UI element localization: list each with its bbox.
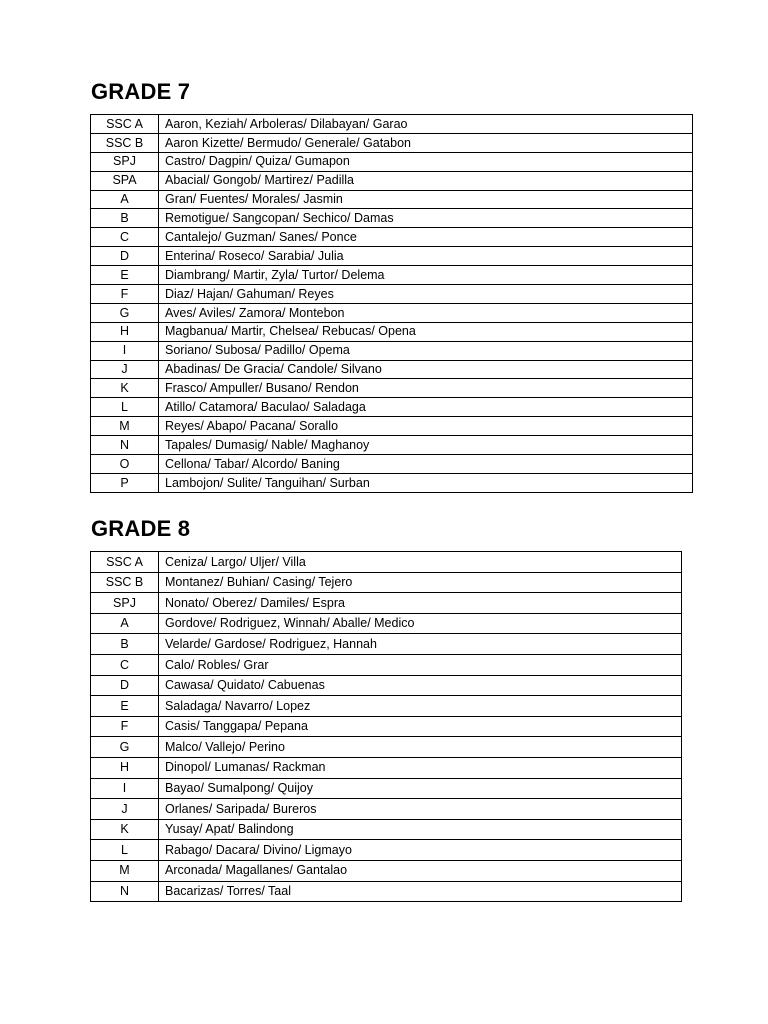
- table-row: [91, 228, 693, 247]
- table-row: [91, 190, 693, 209]
- names-cell: Gran/ Fuentes/ Morales/ Jasmin: [159, 190, 693, 209]
- grade-8-heading: GRADE 8: [91, 516, 191, 541]
- section-cell: J: [91, 799, 159, 820]
- section-cell: G: [91, 303, 159, 322]
- table-row: [91, 285, 693, 304]
- section-cell: SPA: [91, 171, 159, 190]
- names-cell: Rabago/ Dacara/ Divino/ Ligmayo: [159, 840, 682, 861]
- names-cell: Atillo/ Catamora/ Baculao/ Saladaga: [159, 398, 693, 417]
- table-row: [91, 840, 682, 861]
- names-cell: Abadinas/ De Gracia/ Candole/ Silvano: [159, 360, 693, 379]
- names-cell: Diambrang/ Martir, Zyla/ Turtor/ Delema: [159, 266, 693, 285]
- table-row: [91, 778, 682, 799]
- table-row: [91, 247, 693, 266]
- section-cell: P: [91, 473, 159, 492]
- names-cell: Orlanes/ Saripada/ Bureros: [159, 799, 682, 820]
- names-cell: Yusay/ Apat/ Balindong: [159, 819, 682, 840]
- names-cell: Nonato/ Oberez/ Damiles/ Espra: [159, 593, 682, 614]
- table-row: [91, 654, 682, 675]
- table-row: [91, 209, 693, 228]
- names-cell: Magbanua/ Martir, Chelsea/ Rebucas/ Opena: [159, 322, 693, 341]
- names-cell: Enterina/ Roseco/ Sarabia/ Julia: [159, 247, 693, 266]
- table-row: [91, 171, 693, 190]
- section-cell: M: [91, 417, 159, 436]
- section-cell: N: [91, 881, 159, 902]
- section-cell: K: [91, 819, 159, 840]
- table-row: [91, 266, 693, 285]
- section-cell: H: [91, 757, 159, 778]
- table-row: [91, 436, 693, 455]
- section-cell: C: [91, 228, 159, 247]
- section-cell: A: [91, 190, 159, 209]
- section-cell: K: [91, 379, 159, 398]
- table-row: [91, 303, 693, 322]
- table-row: [91, 613, 682, 634]
- names-cell: Aves/ Aviles/ Zamora/ Montebon: [159, 303, 693, 322]
- names-cell: Soriano/ Subosa/ Padillo/ Opema: [159, 341, 693, 360]
- section-cell: B: [91, 634, 159, 655]
- section-cell: SSC A: [91, 552, 159, 573]
- section-cell: I: [91, 778, 159, 799]
- names-cell: Lambojon/ Sulite/ Tanguihan/ Surban: [159, 473, 693, 492]
- section-cell: SPJ: [91, 593, 159, 614]
- names-cell: Casis/ Tanggapa/ Pepana: [159, 716, 682, 737]
- section-cell: SSC A: [91, 115, 159, 134]
- section-cell: F: [91, 716, 159, 737]
- table-row: [91, 322, 693, 341]
- table-row: [91, 799, 682, 820]
- table-row: [91, 634, 682, 655]
- section-cell: N: [91, 436, 159, 455]
- table-row: [91, 152, 693, 171]
- names-cell: Ceniza/ Largo/ Uljer/ Villa: [159, 552, 682, 573]
- section-cell: E: [91, 696, 159, 717]
- section-cell: O: [91, 455, 159, 474]
- table-row: [91, 716, 682, 737]
- grade-7-table: [90, 114, 693, 493]
- section-cell: B: [91, 209, 159, 228]
- table-row: [91, 860, 682, 881]
- table-row: [91, 473, 693, 492]
- section-cell: J: [91, 360, 159, 379]
- names-cell: Saladaga/ Navarro/ Lopez: [159, 696, 682, 717]
- table-row: [91, 398, 693, 417]
- table-row: [91, 455, 693, 474]
- names-cell: Reyes/ Abapo/ Pacana/ Sorallo: [159, 417, 693, 436]
- section-cell: H: [91, 322, 159, 341]
- table-row: [91, 696, 682, 717]
- names-cell: Cawasa/ Quidato/ Cabuenas: [159, 675, 682, 696]
- table-row: [91, 819, 682, 840]
- names-cell: Remotigue/ Sangcopan/ Sechico/ Damas: [159, 209, 693, 228]
- table-row: [91, 593, 682, 614]
- table-row: [91, 552, 682, 573]
- section-cell: M: [91, 860, 159, 881]
- names-cell: Gordove/ Rodriguez, Winnah/ Aballe/ Medico: [159, 613, 682, 634]
- grade-8-table: [90, 551, 682, 902]
- table-row: [91, 341, 693, 360]
- names-cell: Tapales/ Dumasig/ Nable/ Maghanoy: [159, 436, 693, 455]
- grade-8-table-body: [91, 552, 682, 902]
- section-cell: SPJ: [91, 152, 159, 171]
- table-row: [91, 572, 682, 593]
- names-cell: Malco/ Vallejo/ Perino: [159, 737, 682, 758]
- table-row: [91, 737, 682, 758]
- names-cell: Castro/ Dagpin/ Quiza/ Gumapon: [159, 152, 693, 171]
- names-cell: Cantalejo/ Guzman/ Sanes/ Ponce: [159, 228, 693, 247]
- names-cell: Bacarizas/ Torres/ Taal: [159, 881, 682, 902]
- grade-7-table-body: [91, 115, 693, 493]
- section-cell: E: [91, 266, 159, 285]
- names-cell: Montanez/ Buhian/ Casing/ Tejero: [159, 572, 682, 593]
- table-row: [91, 379, 693, 398]
- table-row: [91, 115, 693, 134]
- names-cell: Velarde/ Gardose/ Rodriguez, Hannah: [159, 634, 682, 655]
- names-cell: Aaron, Keziah/ Arboleras/ Dilabayan/ Garao: [159, 115, 693, 134]
- table-row: [91, 675, 682, 696]
- section-cell: F: [91, 285, 159, 304]
- grade-7-heading: GRADE 7: [91, 79, 191, 104]
- names-cell: Diaz/ Hajan/ Gahuman/ Reyes: [159, 285, 693, 304]
- table-row: [91, 757, 682, 778]
- section-cell: I: [91, 341, 159, 360]
- table-row: [91, 133, 693, 152]
- names-cell: Abacial/ Gongob/ Martirez/ Padilla: [159, 171, 693, 190]
- table-row: [91, 360, 693, 379]
- names-cell: Calo/ Robles/ Grar: [159, 654, 682, 675]
- section-cell: D: [91, 247, 159, 266]
- names-cell: Arconada/ Magallanes/ Gantalao: [159, 860, 682, 881]
- section-cell: G: [91, 737, 159, 758]
- section-cell: C: [91, 654, 159, 675]
- table-row: [91, 881, 682, 902]
- section-cell: A: [91, 613, 159, 634]
- section-cell: L: [91, 840, 159, 861]
- section-cell: SSC B: [91, 572, 159, 593]
- section-cell: D: [91, 675, 159, 696]
- names-cell: Cellona/ Tabar/ Alcordo/ Baning: [159, 455, 693, 474]
- section-cell: L: [91, 398, 159, 417]
- names-cell: Bayao/ Sumalpong/ Quijoy: [159, 778, 682, 799]
- names-cell: Aaron Kizette/ Bermudo/ Generale/ Gatabon: [159, 133, 693, 152]
- names-cell: Frasco/ Ampuller/ Busano/ Rendon: [159, 379, 693, 398]
- names-cell: Dinopol/ Lumanas/ Rackman: [159, 757, 682, 778]
- table-row: [91, 417, 693, 436]
- section-cell: SSC B: [91, 133, 159, 152]
